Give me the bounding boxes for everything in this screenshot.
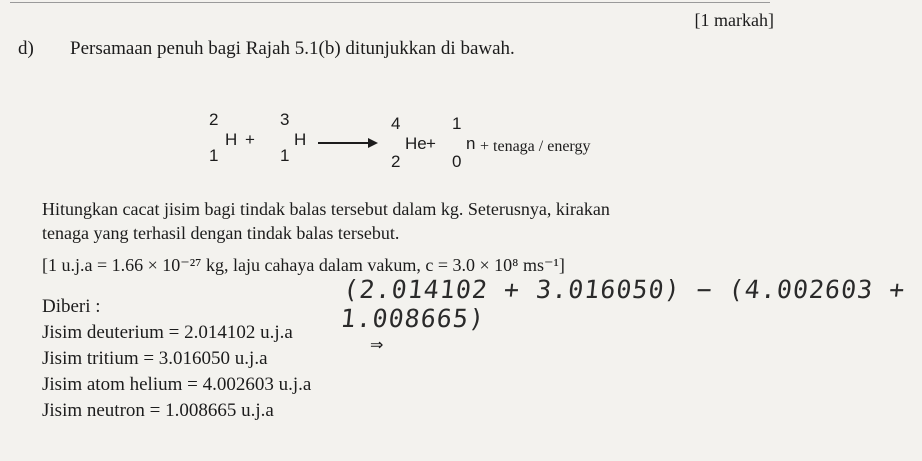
neutron-atomic-number: 0 (452, 152, 462, 171)
mark-label: [1 markah] (694, 10, 774, 30)
deuterium-mass-number: 2 (209, 110, 219, 129)
plus-sign-1: + (245, 130, 255, 149)
question-text: Persamaan penuh bagi Rajah 5.1(b) ditunjukkan di bawah. (70, 38, 515, 59)
deuterium-symbol: H (225, 130, 238, 149)
handwritten-arrow-mark: ⇒ (370, 337, 384, 354)
given-tritium: Jisim tritium = 3.016050 u.j.a (42, 348, 268, 369)
helium-symbol: He (405, 134, 427, 153)
plus-sign-2: + (426, 134, 436, 153)
deuterium-atomic-number: 1 (209, 146, 219, 165)
helium-mass-number: 4 (391, 114, 401, 133)
neutron-symbol: n (466, 134, 476, 153)
given-neutron: Jisim neutron = 1.008665 u.j.a (42, 400, 274, 421)
tritium-symbol: H (294, 130, 307, 149)
handwritten-working: (2.014102 + 3.016050) − (4.002603 + 1.008665) (338, 275, 907, 333)
given-label: Diberi : (42, 296, 101, 317)
instruction-line-1: Hitungkan cacat jisim bagi tindak balas tersebut dalam kg. Seterusnya, kirakan (42, 199, 610, 219)
nuclear-equation (0, 110, 700, 180)
tritium-mass-number: 3 (280, 110, 290, 129)
instruction-line-2: tenaga yang terhasil dengan tindak balas tersebut. (42, 223, 400, 243)
neutron-mass-number: 1 (452, 114, 462, 133)
top-divider (10, 2, 770, 3)
energy-term: + tenaga / energy (480, 138, 591, 155)
question-label: d) (18, 38, 34, 59)
constants-line: [1 u.j.a = 1.66 × 10⁻²⁷ kg, laju cahaya dalam vakum, c = 3.0 × 10⁸ ms⁻¹] (42, 255, 565, 275)
given-helium: Jisim atom helium = 4.002603 u.j.a (42, 374, 312, 395)
helium-atomic-number: 2 (391, 152, 401, 171)
reaction-arrow (318, 142, 376, 144)
given-deuterium: Jisim deuterium = 2.014102 u.j.a (42, 322, 293, 343)
tritium-atomic-number: 1 (280, 146, 290, 165)
